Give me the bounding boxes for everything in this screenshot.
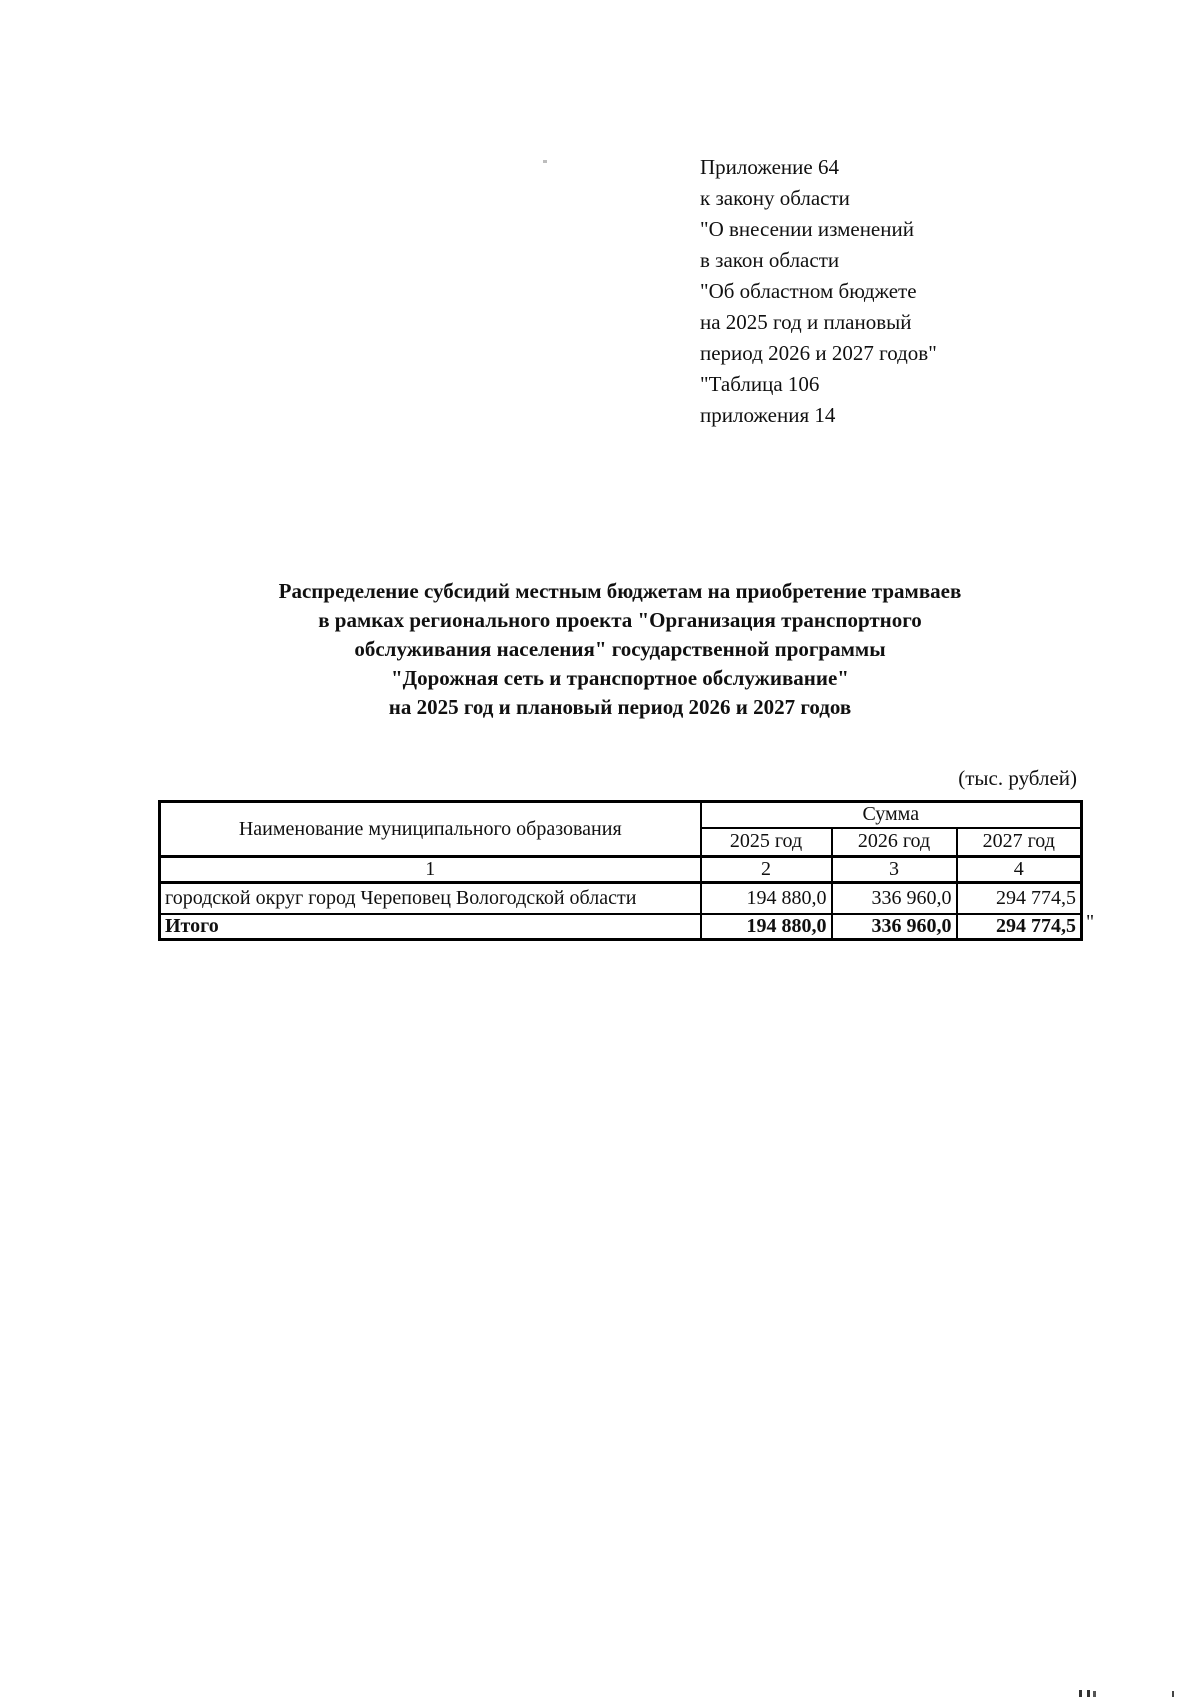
index-cell-1: 1 — [160, 857, 701, 883]
appendix-header-line: в закон области — [700, 248, 840, 272]
document-title-line: "Дорожная сеть и транспортное обслуживание" — [391, 666, 849, 690]
total-label-cell: Итого — [160, 914, 701, 940]
document-title-line: в рамках регионального проекта "Организация транспортного — [318, 608, 922, 632]
index-cell-2: 2 — [701, 857, 832, 883]
scan-artifact — [1093, 1691, 1096, 1697]
appendix-header — [700, 152, 937, 431]
appendix-header-line: приложения 14 — [700, 403, 836, 427]
municipality-name-cell: городской округ город Череповец Вологодской области — [160, 883, 701, 914]
value-cell-2025: 194 880,0 — [701, 883, 832, 914]
table-index-row — [160, 857, 1082, 883]
table-total-row — [160, 914, 1082, 940]
appendix-header-line: на 2025 год и плановый — [700, 310, 912, 334]
value-cell-2027: 294 774,5 — [957, 883, 1082, 914]
subsidy-distribution-table — [158, 800, 1083, 941]
appendix-header-line: к закону области — [700, 186, 850, 210]
scan-artifact — [543, 160, 547, 163]
year-header-2027: 2027 год — [957, 828, 1082, 857]
table-header-row-group — [160, 802, 1082, 828]
total-value-cell-2025: 194 880,0 — [701, 914, 832, 940]
scan-artifact — [1087, 1690, 1090, 1697]
closing-quote-mark: " — [1086, 911, 1095, 933]
table-row — [160, 883, 1082, 914]
scan-artifact — [1079, 1690, 1082, 1697]
appendix-header-line: "Таблица 106 — [700, 372, 820, 396]
name-column-header: Наименование муниципального образования — [160, 802, 701, 857]
year-header-2025: 2025 год — [701, 828, 832, 857]
appendix-header-line: период 2026 и 2027 годов" — [700, 341, 937, 365]
index-cell-4: 4 — [957, 857, 1082, 883]
document-title-line: Распределение субсидий местным бюджетам на приобретение трамваев — [278, 579, 962, 603]
total-value-cell-2027: 294 774,5 — [957, 914, 1082, 940]
sum-group-header: Сумма — [701, 802, 1082, 828]
total-value-cell-2026: 336 960,0 — [832, 914, 957, 940]
appendix-header-line: "О внесении изменений — [700, 217, 914, 241]
document-title — [150, 577, 1090, 722]
index-cell-3: 3 — [832, 857, 957, 883]
document-title-line: на 2025 год и плановый период 2026 и 2027 годов — [388, 695, 852, 719]
document-title-line: обслуживания населения" государственной программы — [354, 637, 886, 661]
year-header-2026: 2026 год — [832, 828, 957, 857]
value-cell-2026: 336 960,0 — [832, 883, 957, 914]
units-note: (тыс. рублей) — [958, 766, 1077, 790]
scan-artifact — [1172, 1691, 1174, 1697]
appendix-header-line: Приложение 64 — [700, 155, 839, 179]
appendix-header-line: "Об областном бюджете — [700, 279, 917, 303]
